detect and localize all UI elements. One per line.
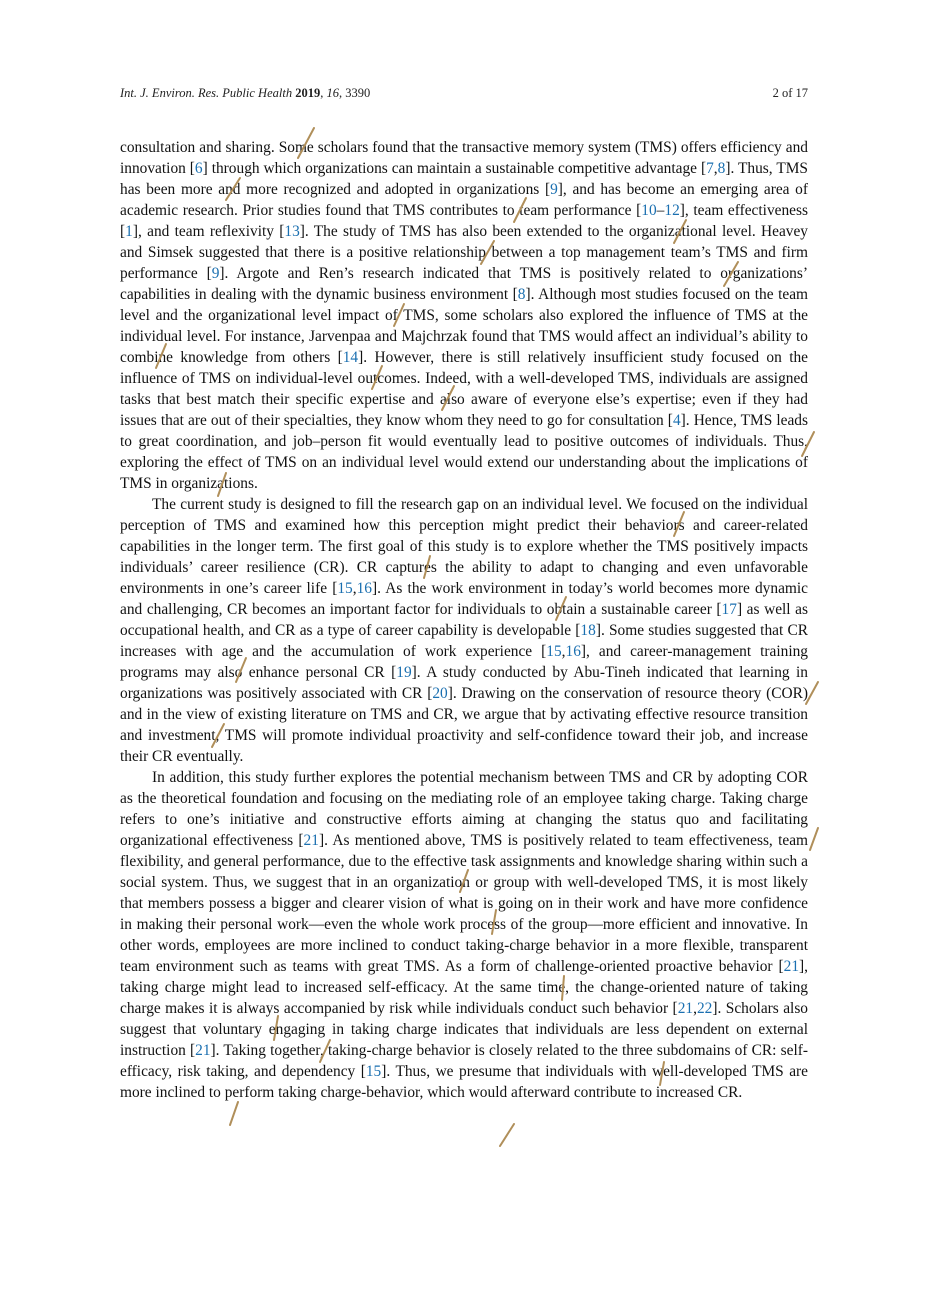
- pen-stroke-mark: [230, 1102, 238, 1125]
- text-run: ]. As the work environment in today’s world becomes more dynamic and challenging, CR becomes an important factor for individuals to obtain a sustainable career [: [120, 580, 808, 618]
- paragraph-2: [120, 494, 808, 767]
- citation-link[interactable]: 4: [672, 412, 681, 429]
- citation-link[interactable]: 15: [365, 1063, 382, 1080]
- text-run: ], and career-management training programs may also enhance personal CR [: [120, 643, 808, 681]
- citation-link[interactable]: 13: [284, 223, 300, 240]
- journal-citation: Int. J. Environ. Res. Public Health 2019, 16, 3390: [120, 86, 371, 100]
- paragraph-3: [120, 767, 808, 1103]
- text-run: consultation and sharing. Some scholars found that the transactive memory system (TMS) offers efficiency and innovation [: [120, 139, 808, 177]
- text-run: ], team effectiveness [: [120, 202, 808, 240]
- citation-link[interactable]: 14: [342, 349, 359, 366]
- text-run: ,: [561, 643, 566, 660]
- text-run: The current study is designed to fill the research gap on an individual level. We focused on the individual perception of TMS and examined how this perception might predict their behaviors and career-related capabilities in the longer term. The first goal of this study is to explore whether the TMS positively impacts individuals’ career resilience (CR). CR captures the ability to adapt to changing and even unfavorable environments in one’s career life [: [120, 496, 808, 597]
- text-run: ], and team reflexivity [: [132, 223, 285, 240]
- citation-link[interactable]: 8: [717, 160, 726, 177]
- citation-link[interactable]: 19: [396, 664, 412, 681]
- text-run: ]. The study of TMS has also been extended to the organizational level. Heavey and Simsek suggested that there is a positive relationship between a top management team’s TMS and firm performance [: [120, 223, 808, 282]
- pen-stroke-mark: [500, 1124, 514, 1146]
- journal-volume: 16: [326, 86, 339, 100]
- citation-link[interactable]: 15: [337, 580, 353, 597]
- citation-link[interactable]: 22: [696, 1000, 713, 1017]
- text-run: ], taking charge might lead to increased self-efficacy. At the same time, the change-oriented nature of taking charge makes it is always accompanied by risk while individuals conduct such behavior [: [120, 958, 808, 1017]
- text-run: ] as well as occupational health, and CR as a type of career capability is developable [: [120, 601, 808, 639]
- text-run: ]. However, there is still relatively insufficient study focused on the influence of TMS on individual-level outcomes. Indeed, with a well-developed TMS, individuals are assigned tasks that best match their specific expertise and also aware of everyone else’s expertise; even if they had issues that are out of their specialties, they know whom they need to go for consultation [: [120, 349, 808, 429]
- citation-link[interactable]: 9: [550, 181, 558, 198]
- text-run: In addition, this study further explores the potential mechanism between TMS and CR by adopting COR as the theoretical foundation and focusing on the mediating role of an employee taking charge. Taking charge refers to one’s initiative and constructive efforts aiming at changing the status quo and facilitating organizational effectiveness [: [120, 769, 808, 849]
- citation-link[interactable]: 21: [303, 832, 319, 849]
- text-run: ,: [713, 160, 718, 177]
- text-run: ]. As mentioned above, TMS is positively related to team effectiveness, team flexibility, and general performance, due to the effective task assignments and knowledge sharing within such a social system. Thus, we suggest that in an organization or group with well-developed TMS, it is most likely that members possess a bigger and clearer vision of what is going on in their work and have more confidence in making their personal work—even the whole work process of the group—more efficient and innovative. In other words, employees are more inclined to conduct taking-charge behavior in a more flexible, transparent team environment such as teams with great TMS. As a form of challenge-oriented proactive behavior [: [120, 832, 808, 975]
- journal-year: 2019: [295, 86, 321, 100]
- citation-link[interactable]: 16: [356, 580, 372, 597]
- text-run: ], and has become an emerging area of academic research. Prior studies found that TMS contributes to team performance [: [120, 181, 808, 219]
- citation-link[interactable]: 7: [706, 160, 714, 177]
- text-run: ]. A study conducted by Abu-Tineh indicated that learning in organizations was positively associated with CR [: [120, 664, 808, 702]
- journal-name: Int. J. Environ. Res. Public Health: [120, 86, 293, 100]
- text-run: ]. Scholars also suggest that voluntary engaging in taking charge indicates that individuals are less dependent on external instruction [: [120, 1000, 809, 1059]
- text-run: ]. Thus, TMS has been more and more recognized and adopted in organizations [: [120, 160, 808, 198]
- citation-link[interactable]: 10: [641, 202, 657, 219]
- citation-link[interactable]: 20: [432, 685, 448, 702]
- running-header: [120, 86, 808, 106]
- citation-link[interactable]: 18: [580, 622, 596, 639]
- paragraph-1: [120, 137, 808, 494]
- citation-link[interactable]: 21: [783, 958, 800, 975]
- text-run: ]. Some studies suggested that CR increases with age and the accumulation of work experience [: [120, 622, 808, 660]
- citation-link[interactable]: 8: [517, 286, 526, 303]
- body-text: [120, 137, 808, 1103]
- citation-link[interactable]: 1: [125, 223, 133, 240]
- text-run: –: [656, 202, 665, 219]
- citation-link[interactable]: 17: [721, 601, 737, 618]
- citation-link[interactable]: 16: [565, 643, 581, 660]
- citation-link[interactable]: 6: [194, 160, 203, 177]
- pen-stroke-mark: [810, 828, 818, 850]
- article-number: 3390: [345, 86, 371, 100]
- citation-link[interactable]: 15: [546, 643, 562, 660]
- citation-link[interactable]: 9: [211, 265, 220, 282]
- text-run: ]. Drawing on the conservation of resource theory (COR) and in the view of existing literature on TMS and CR, we argue that by activating effective resource transition and investment, TMS will promote individual proactivity and self-confidence toward their job, and increase their CR eventually.: [120, 685, 808, 765]
- text-run: ]. Hence, TMS leads to great coordination, and job–person fit would eventually lead to positive outcomes of individuals. Thus, exploring the effect of TMS on an individual level would extend our understanding about the implications of TMS in organizations.: [120, 412, 808, 492]
- citation-link[interactable]: 21: [195, 1042, 211, 1059]
- text-run: ,: [352, 580, 357, 597]
- citation-link[interactable]: 12: [664, 202, 680, 219]
- text-run: ]. Although most studies focused on the team level and the organizational level impact of TMS, some scholars also explored the influence of TMS at the individual level. For instance, Jarvenpaa and Majchrzak found that TMS would affect an individual’s ability to combine knowledge from others [: [120, 286, 808, 366]
- text-run: ]. Thus, we presume that individuals with well-developed TMS are more inclined to perform taking charge-behavior, which would afterward contribute to increased CR.: [120, 1063, 808, 1101]
- page-number: 2 of 17: [772, 86, 808, 100]
- text-run: ]. Argote and Ren’s research indicated that TMS is positively related to organizations’ capabilities in dealing with the dynamic business environment [: [120, 265, 808, 303]
- citation-link[interactable]: 21: [677, 1000, 694, 1017]
- text-run: ,: [693, 1000, 697, 1017]
- text-run: ]. Taking together, taking-charge behavior is closely related to the three subdomains of CR: self-efficacy, risk taking, and dependency [: [120, 1042, 808, 1080]
- text-run: ] through which organizations can maintain a sustainable competitive advantage [: [202, 160, 707, 177]
